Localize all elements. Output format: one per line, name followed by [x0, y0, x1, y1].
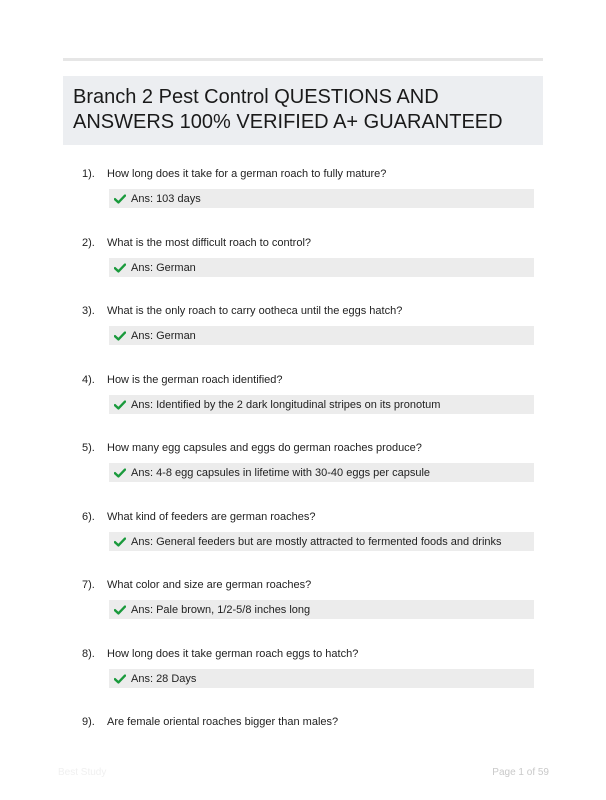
answer-box — [109, 326, 534, 345]
title-banner — [63, 76, 543, 145]
question-text: How long does it take for a german roach to fully mature? — [107, 168, 387, 180]
question-text: What kind of feeders are german roaches? — [107, 511, 316, 523]
question-number: 9). — [82, 716, 95, 728]
answer-text: Ans: German — [131, 261, 196, 274]
answer-box — [109, 463, 534, 482]
answer-box — [109, 600, 534, 619]
check-icon — [114, 194, 126, 204]
answer-text: Ans: 28 Days — [131, 672, 197, 685]
question-number: 3). — [82, 305, 95, 317]
check-icon — [114, 537, 126, 547]
question-number: 1). — [82, 168, 95, 180]
question-text: What is the most difficult roach to control? — [107, 237, 311, 249]
answer-text: Ans: General feeders but are mostly attracted to fermented foods and drinks — [131, 535, 502, 548]
page-number: Page 1 of 59 — [492, 767, 549, 778]
check-icon — [114, 331, 126, 341]
answer-box — [109, 258, 534, 277]
question-number: 2). — [82, 237, 95, 249]
question-text: What color and size are german roaches? — [107, 579, 312, 591]
answer-text: Ans: Pale brown, 1/2-5/8 inches long — [131, 603, 311, 616]
check-icon — [114, 263, 126, 273]
check-icon — [114, 468, 126, 478]
question-number: 7). — [82, 579, 95, 591]
footer-brand-watermark: Best Study — [58, 767, 107, 778]
question-number: 5). — [82, 442, 95, 454]
document-title: Branch 2 Pest Control QUESTIONS AND ANSWERS 100% VERIFIED A+ GUARANTEED — [73, 86, 503, 133]
answer-box — [109, 189, 534, 208]
question-number: 4). — [82, 374, 95, 386]
answer-text: Ans: Identified by the 2 dark longitudinal stripes on its pronotum — [131, 398, 441, 411]
question-text: What is the only roach to carry ootheca until the eggs hatch? — [107, 305, 403, 317]
question-text: How many egg capsules and eggs do german roaches produce? — [107, 442, 422, 454]
answer-box — [109, 532, 534, 551]
question-number: 6). — [82, 511, 95, 523]
check-icon — [114, 674, 126, 684]
answer-text: Ans: 4-8 egg capsules in lifetime with 30-40 eggs per capsule — [131, 466, 431, 479]
check-icon — [114, 400, 126, 410]
answer-text: Ans: 103 days — [131, 192, 201, 205]
answer-text: Ans: German — [131, 329, 196, 342]
question-text: Are female oriental roaches bigger than males? — [107, 716, 339, 728]
answer-box — [109, 669, 534, 688]
answer-box — [109, 395, 534, 414]
question-number: 8). — [82, 648, 95, 660]
top-divider — [63, 58, 543, 61]
question-text: How long does it take german roach eggs to hatch? — [107, 648, 359, 660]
question-text: How is the german roach identified? — [107, 374, 283, 386]
check-icon — [114, 605, 126, 615]
